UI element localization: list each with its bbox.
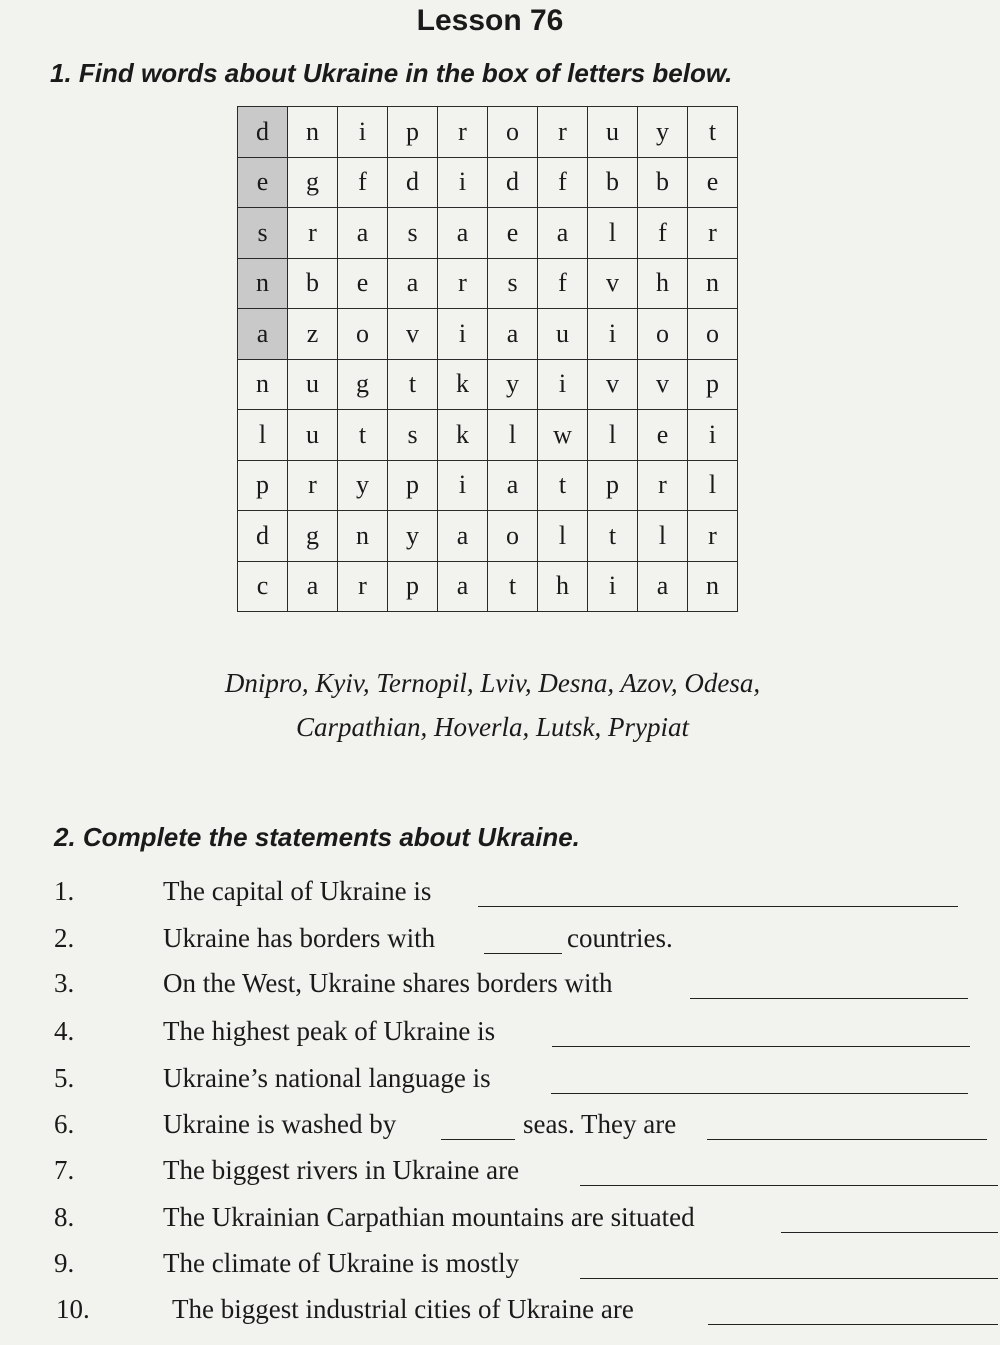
statement-number: 9.: [54, 1248, 75, 1278]
statement-row: [0, 923, 1000, 963]
answer-blank[interactable]: [781, 1204, 998, 1233]
grid-cell[interactable]: l: [588, 208, 638, 259]
grid-cell[interactable]: d: [488, 157, 538, 208]
grid-cell[interactable]: y: [638, 107, 688, 158]
grid-cell[interactable]: a: [488, 309, 538, 360]
grid-cell[interactable]: u: [588, 107, 638, 158]
statement-text: Ukraine is washed by: [163, 1109, 397, 1139]
grid-cell[interactable]: a: [538, 208, 588, 259]
grid-cell[interactable]: y: [338, 460, 388, 511]
statement-number: 1.: [54, 876, 75, 906]
answer-blank[interactable]: [580, 1250, 998, 1279]
grid-cell[interactable]: u: [288, 359, 338, 410]
grid-cell[interactable]: t: [688, 107, 738, 158]
statement-number: 2.: [54, 923, 75, 953]
grid-cell[interactable]: o: [638, 309, 688, 360]
grid-cell[interactable]: c: [238, 561, 288, 612]
grid-cell[interactable]: l: [688, 460, 738, 511]
exercise1-heading: 1. Find words about Ukraine in the box of letters below.: [50, 58, 733, 88]
word-search-grid: [237, 106, 738, 612]
grid-row: [238, 309, 738, 360]
page-title: Lesson 76: [416, 4, 564, 37]
answer-blank[interactable]: [441, 1111, 515, 1140]
grid-cell[interactable]: r: [288, 460, 338, 511]
grid-cell[interactable]: p: [388, 460, 438, 511]
grid-cell[interactable]: a: [288, 561, 338, 612]
statement-row: [0, 1109, 1000, 1149]
grid-row: [238, 157, 738, 208]
grid-cell[interactable]: w: [538, 410, 588, 461]
grid-cell[interactable]: g: [338, 359, 388, 410]
grid-cell[interactable]: l: [238, 410, 288, 461]
grid-cell[interactable]: e: [688, 157, 738, 208]
statement-text: The biggest industrial cities of Ukraine are: [172, 1294, 634, 1324]
statement-row: [0, 1248, 1000, 1288]
statement-row: [0, 1016, 1000, 1056]
grid-cell[interactable]: b: [288, 258, 338, 309]
grid-cell[interactable]: r: [438, 107, 488, 158]
statement-middle: seas. They are: [523, 1109, 677, 1139]
answer-blank[interactable]: [708, 1296, 998, 1325]
grid-row: [238, 561, 738, 612]
answer-blank[interactable]: [478, 878, 958, 907]
statement-number: 7.: [54, 1155, 75, 1185]
grid-row: [238, 511, 738, 562]
statement-row: [0, 968, 1000, 1008]
grid-cell[interactable]: u: [538, 309, 588, 360]
grid-cell[interactable]: a: [488, 460, 538, 511]
grid-cell[interactable]: a: [238, 309, 288, 360]
grid-cell[interactable]: r: [688, 208, 738, 259]
grid-cell[interactable]: l: [638, 511, 688, 562]
grid-cell[interactable]: l: [488, 410, 538, 461]
statement-row: [0, 1294, 1000, 1334]
grid-cell[interactable]: n: [688, 258, 738, 309]
grid-cell[interactable]: n: [238, 359, 288, 410]
grid-cell[interactable]: r: [538, 107, 588, 158]
grid-row: [238, 208, 738, 259]
grid-cell[interactable]: p: [688, 359, 738, 410]
answer-blank[interactable]: [551, 1065, 968, 1094]
statement-number: 5.: [54, 1063, 75, 1093]
grid-cell[interactable]: u: [288, 410, 338, 461]
grid-cell[interactable]: p: [388, 107, 438, 158]
grid-cell[interactable]: e: [488, 208, 538, 259]
statement-number: 4.: [54, 1016, 75, 1046]
word-list-line-2: Carpathian, Hoverla, Lutsk, Prypiat: [296, 712, 689, 742]
statement-row: [0, 1202, 1000, 1242]
statement-text: The capital of Ukraine is: [163, 876, 432, 906]
statement-number: 8.: [54, 1202, 75, 1232]
grid-cell[interactable]: z: [288, 309, 338, 360]
statement-number: 3.: [54, 968, 75, 998]
grid-cell[interactable]: d: [238, 107, 288, 158]
grid-cell[interactable]: v: [588, 359, 638, 410]
grid-cell[interactable]: e: [338, 258, 388, 309]
statement-text: The highest peak of Ukraine is: [163, 1016, 496, 1046]
grid-cell[interactable]: e: [638, 410, 688, 461]
grid-cell[interactable]: a: [438, 511, 488, 562]
grid-cell[interactable]: t: [388, 359, 438, 410]
grid-cell[interactable]: t: [538, 460, 588, 511]
grid-cell[interactable]: r: [288, 208, 338, 259]
grid-cell[interactable]: p: [588, 460, 638, 511]
grid-row: [238, 359, 738, 410]
grid-cell[interactable]: s: [238, 208, 288, 259]
grid-cell[interactable]: r: [438, 258, 488, 309]
answer-blank[interactable]: [484, 925, 562, 954]
statement-text: Ukraine’s national language is: [163, 1063, 491, 1093]
grid-cell[interactable]: a: [638, 561, 688, 612]
grid-cell[interactable]: o: [488, 511, 538, 562]
grid-cell[interactable]: p: [238, 460, 288, 511]
grid-cell[interactable]: n: [338, 511, 388, 562]
grid-cell[interactable]: d: [238, 511, 288, 562]
grid-cell[interactable]: i: [588, 561, 638, 612]
grid-row: [238, 107, 738, 158]
grid-cell[interactable]: s: [388, 208, 438, 259]
grid-cell[interactable]: i: [588, 309, 638, 360]
grid-cell[interactable]: e: [238, 157, 288, 208]
answer-blank[interactable]: [580, 1157, 998, 1186]
grid-cell[interactable]: n: [688, 561, 738, 612]
statement-row: [0, 1155, 1000, 1195]
grid-cell[interactable]: n: [288, 107, 338, 158]
grid-cell[interactable]: o: [488, 107, 538, 158]
statement-text: The biggest rivers in Ukraine are: [163, 1155, 520, 1185]
grid-cell[interactable]: o: [688, 309, 738, 360]
statement-text: On the West, Ukraine shares borders with: [163, 968, 613, 998]
grid-cell[interactable]: a: [438, 208, 488, 259]
grid-cell[interactable]: t: [488, 561, 538, 612]
grid-cell[interactable]: i: [438, 460, 488, 511]
grid-cell[interactable]: f: [338, 157, 388, 208]
statement-row: [0, 1063, 1000, 1103]
grid-cell[interactable]: a: [438, 561, 488, 612]
grid-cell[interactable]: f: [638, 208, 688, 259]
grid-cell[interactable]: i: [438, 309, 488, 360]
statement-suffix: countries.: [567, 923, 673, 953]
answer-blank[interactable]: [552, 1018, 970, 1047]
grid-cell[interactable]: g: [288, 511, 338, 562]
grid-cell[interactable]: f: [538, 258, 588, 309]
grid-cell[interactable]: p: [388, 561, 438, 612]
grid-cell[interactable]: l: [538, 511, 588, 562]
grid-cell[interactable]: y: [388, 511, 438, 562]
grid-cell[interactable]: a: [338, 208, 388, 259]
grid-row: [238, 410, 738, 461]
statement-number: 10.: [56, 1294, 90, 1324]
grid-cell[interactable]: s: [388, 410, 438, 461]
grid-cell[interactable]: r: [688, 511, 738, 562]
exercise2-heading: 2. Complete the statements about Ukraine.: [54, 822, 580, 852]
grid-cell[interactable]: k: [438, 359, 488, 410]
word-list-line-1: Dnipro, Kyiv, Ternopil, Lviv, Desna, Azov, Odesa,: [224, 668, 761, 698]
grid-cell[interactable]: a: [388, 258, 438, 309]
answer-blank[interactable]: [707, 1111, 987, 1140]
grid-row: [238, 258, 738, 309]
grid-cell[interactable]: k: [438, 410, 488, 461]
grid-cell[interactable]: r: [638, 460, 688, 511]
grid-cell[interactable]: f: [538, 157, 588, 208]
grid-cell[interactable]: h: [638, 258, 688, 309]
grid-cell[interactable]: o: [338, 309, 388, 360]
statement-text: The Ukrainian Carpathian mountains are situated: [163, 1202, 695, 1232]
grid-cell[interactable]: t: [338, 410, 388, 461]
grid-cell[interactable]: v: [588, 258, 638, 309]
grid-cell[interactable]: v: [638, 359, 688, 410]
grid-cell[interactable]: n: [238, 258, 288, 309]
statement-row: [0, 876, 1000, 916]
grid-cell[interactable]: i: [438, 157, 488, 208]
grid-cell[interactable]: r: [338, 561, 388, 612]
grid-cell[interactable]: l: [588, 410, 638, 461]
grid-cell[interactable]: i: [538, 359, 588, 410]
statement-text: Ukraine has borders with: [163, 923, 436, 953]
answer-blank[interactable]: [690, 970, 968, 999]
grid-cell[interactable]: t: [588, 511, 638, 562]
grid-cell[interactable]: i: [688, 410, 738, 461]
statement-number: 6.: [54, 1109, 75, 1139]
statement-text: The climate of Ukraine is mostly: [163, 1248, 520, 1278]
grid-cell[interactable]: y: [488, 359, 538, 410]
grid-cell[interactable]: b: [588, 157, 638, 208]
grid-row: [238, 460, 738, 511]
grid-cell[interactable]: h: [538, 561, 588, 612]
grid-cell[interactable]: b: [638, 157, 688, 208]
grid-cell[interactable]: i: [338, 107, 388, 158]
grid-cell[interactable]: d: [388, 157, 438, 208]
grid-cell[interactable]: g: [288, 157, 338, 208]
grid-cell[interactable]: v: [388, 309, 438, 360]
grid-cell[interactable]: s: [488, 258, 538, 309]
